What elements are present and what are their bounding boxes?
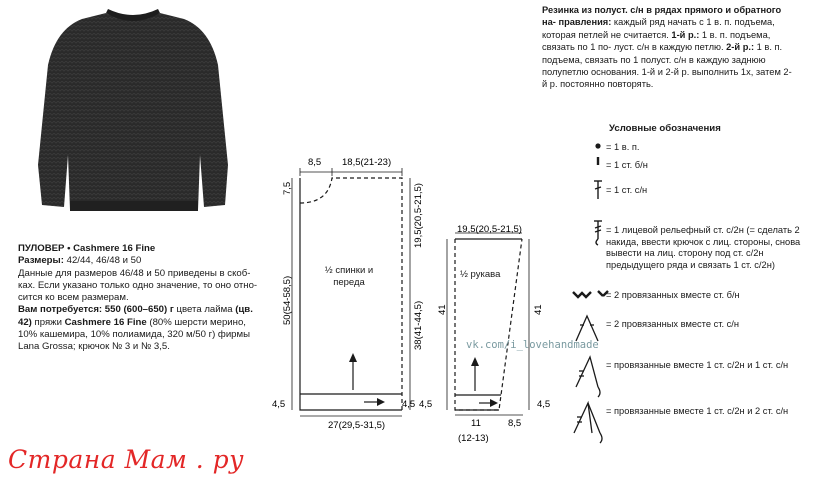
tr-two-dc-together-icon bbox=[574, 403, 602, 443]
product-title bbox=[18, 243, 263, 255]
product-yarn: Cashmere 16 Fine bbox=[73, 243, 156, 254]
legend-item-tr-dc: = провязанные вместе 1 ст. с/2н и 1 ст. с/н bbox=[606, 360, 789, 370]
rib-row2-label: 2-й р.: bbox=[726, 42, 755, 53]
legend-item-sc: = 1 ст. б/н bbox=[606, 160, 648, 170]
site-logo: Страна Мам . ру bbox=[8, 445, 245, 474]
body-bottom-dim: 27(29,5-31,5) bbox=[328, 420, 386, 431]
body-dimensions bbox=[292, 168, 410, 416]
two-dc-together-icon bbox=[576, 316, 598, 341]
rib-row2-text: 1 в. п. подъема, связать по 1 полуст. с/н в каждую заднюю полупетлю основания. 1-й и 2-й р. выполнить 1x, затем 2-й р. постоянно повторять. bbox=[542, 42, 792, 90]
two-sc-together-icon bbox=[573, 291, 608, 297]
legend-item-two-dc: = 2 провязанных вместе ст. с/н bbox=[606, 319, 739, 329]
materials-text-2: пряжи bbox=[31, 316, 65, 328]
legend-item-two-sc: = 2 провязанных вместе ст. б/н bbox=[606, 290, 740, 300]
legend-item-chain: = 1 в. п. bbox=[606, 142, 640, 152]
sleeve-bottom-width: 11 bbox=[471, 418, 481, 429]
body-upper-dim: 19,5(20,5-21,5) bbox=[413, 183, 424, 248]
materials-yarn: Cashmere 16 Fine bbox=[64, 316, 147, 328]
rib-row1-label: 1-й р.: bbox=[671, 29, 700, 40]
single-crochet-icon bbox=[597, 157, 599, 165]
body-neck-dim: 7,5 bbox=[282, 181, 293, 195]
sleeve-right-bottom-dim: 4,5 bbox=[537, 399, 551, 410]
body-height-dim: 50(54-58,5) bbox=[282, 275, 293, 325]
body-top-left-dim: 8,5 bbox=[308, 157, 322, 168]
body-arrow-right bbox=[364, 398, 385, 406]
sleeve-right-height-dim: 41 bbox=[533, 304, 544, 315]
body-lower-dim: 38(41-44,5) bbox=[413, 300, 424, 350]
sizes-label: Размеры: bbox=[18, 255, 64, 267]
tr-dc-together-icon bbox=[576, 357, 600, 397]
body-left-bottom-dim: 4,5 bbox=[272, 399, 286, 410]
legend-icons bbox=[560, 135, 610, 445]
sweater-photo bbox=[22, 5, 244, 220]
sleeve-bottom-width-sizes: (12-13) bbox=[458, 433, 489, 444]
materials-label: Вам потребуется: 550 (600–650) г bbox=[18, 304, 174, 316]
sleeve-outline bbox=[455, 239, 522, 410]
body-label: ½ спинки и переда bbox=[324, 265, 374, 288]
body-outline bbox=[300, 178, 402, 410]
product-description bbox=[18, 243, 263, 354]
legend-item-dc: = 1 ст. с/н bbox=[606, 185, 648, 195]
materials bbox=[18, 304, 263, 353]
rib-row1-text: 1 в. п. подъема, связать по 1 по- луст. с/н в каждую петлю. bbox=[542, 29, 771, 53]
sleeve-left-height-dim: 41 bbox=[437, 304, 448, 315]
sleeve-arrow-right bbox=[479, 399, 498, 407]
legend-item-tr-two-dc: = провязанные вместе 1 ст. с/2н и 2 ст. с/н bbox=[606, 406, 789, 416]
sleeve-dimensions bbox=[447, 233, 529, 415]
product-sizes bbox=[18, 255, 263, 267]
watermark-text: vk.com/i_lovehandmade bbox=[466, 339, 599, 351]
sleeve-top-dim: 19,5(20,5-21,5) bbox=[457, 224, 522, 235]
materials-color: (цв. 42) bbox=[18, 304, 253, 328]
body-arrow-up bbox=[349, 353, 357, 390]
relief-stitch-icon bbox=[594, 221, 602, 245]
product-name: ПУЛОВЕР bbox=[18, 243, 65, 254]
title-separator: • bbox=[64, 243, 74, 254]
sleeve-label: ½ рукава bbox=[460, 269, 501, 280]
rib-text-1: каждый ряд начать с 1 в. п. подъема, которая петлей не считается. bbox=[542, 17, 775, 40]
body-schematic bbox=[270, 150, 424, 435]
sizes-value: 42/44, 46/48 и 50 bbox=[63, 255, 142, 267]
body-top-right-dim: 18,5(21-23) bbox=[342, 157, 392, 168]
body-right-bottom-dim: 4,5 bbox=[402, 399, 416, 410]
materials-text-1: цвета лайма bbox=[173, 304, 236, 316]
legend-title: Условные обозначения bbox=[609, 123, 721, 134]
dot-icon bbox=[595, 143, 600, 148]
sleeve-schematic bbox=[417, 215, 557, 450]
rib-heading: Резинка из полуст. с/н в рядах прямого и обратного на- правления: bbox=[542, 5, 782, 28]
legend-item-relief: = 1 лицевой рельефный ст. с/2н (= сделать 2 накида, ввести крючок с лиц. стороны, снова вывести на лиц. сторону под ст. с/2н предыдущего ряда и связать 1 ст. с/2н) bbox=[606, 225, 801, 270]
materials-text-3: (80% шерсти мерино, 10% кашемира, 10% полиамида, 320 м/50 г) фирмы Lana Grossa; крючок № 3 и № 3,5. bbox=[18, 316, 251, 353]
rib-instructions bbox=[542, 4, 794, 91]
size-note: Данные для размеров 46/48 и 50 приведены в скоб- ках. Если указано только одно значение, то оно отно- сится ко всем размерам. bbox=[18, 267, 258, 304]
double-crochet-icon bbox=[594, 181, 602, 199]
sleeve-bottom-right-dim: 8,5 bbox=[508, 418, 522, 429]
sleeve-arrow-up bbox=[471, 357, 479, 391]
sleeve-left-bottom-dim: 4,5 bbox=[419, 399, 433, 410]
